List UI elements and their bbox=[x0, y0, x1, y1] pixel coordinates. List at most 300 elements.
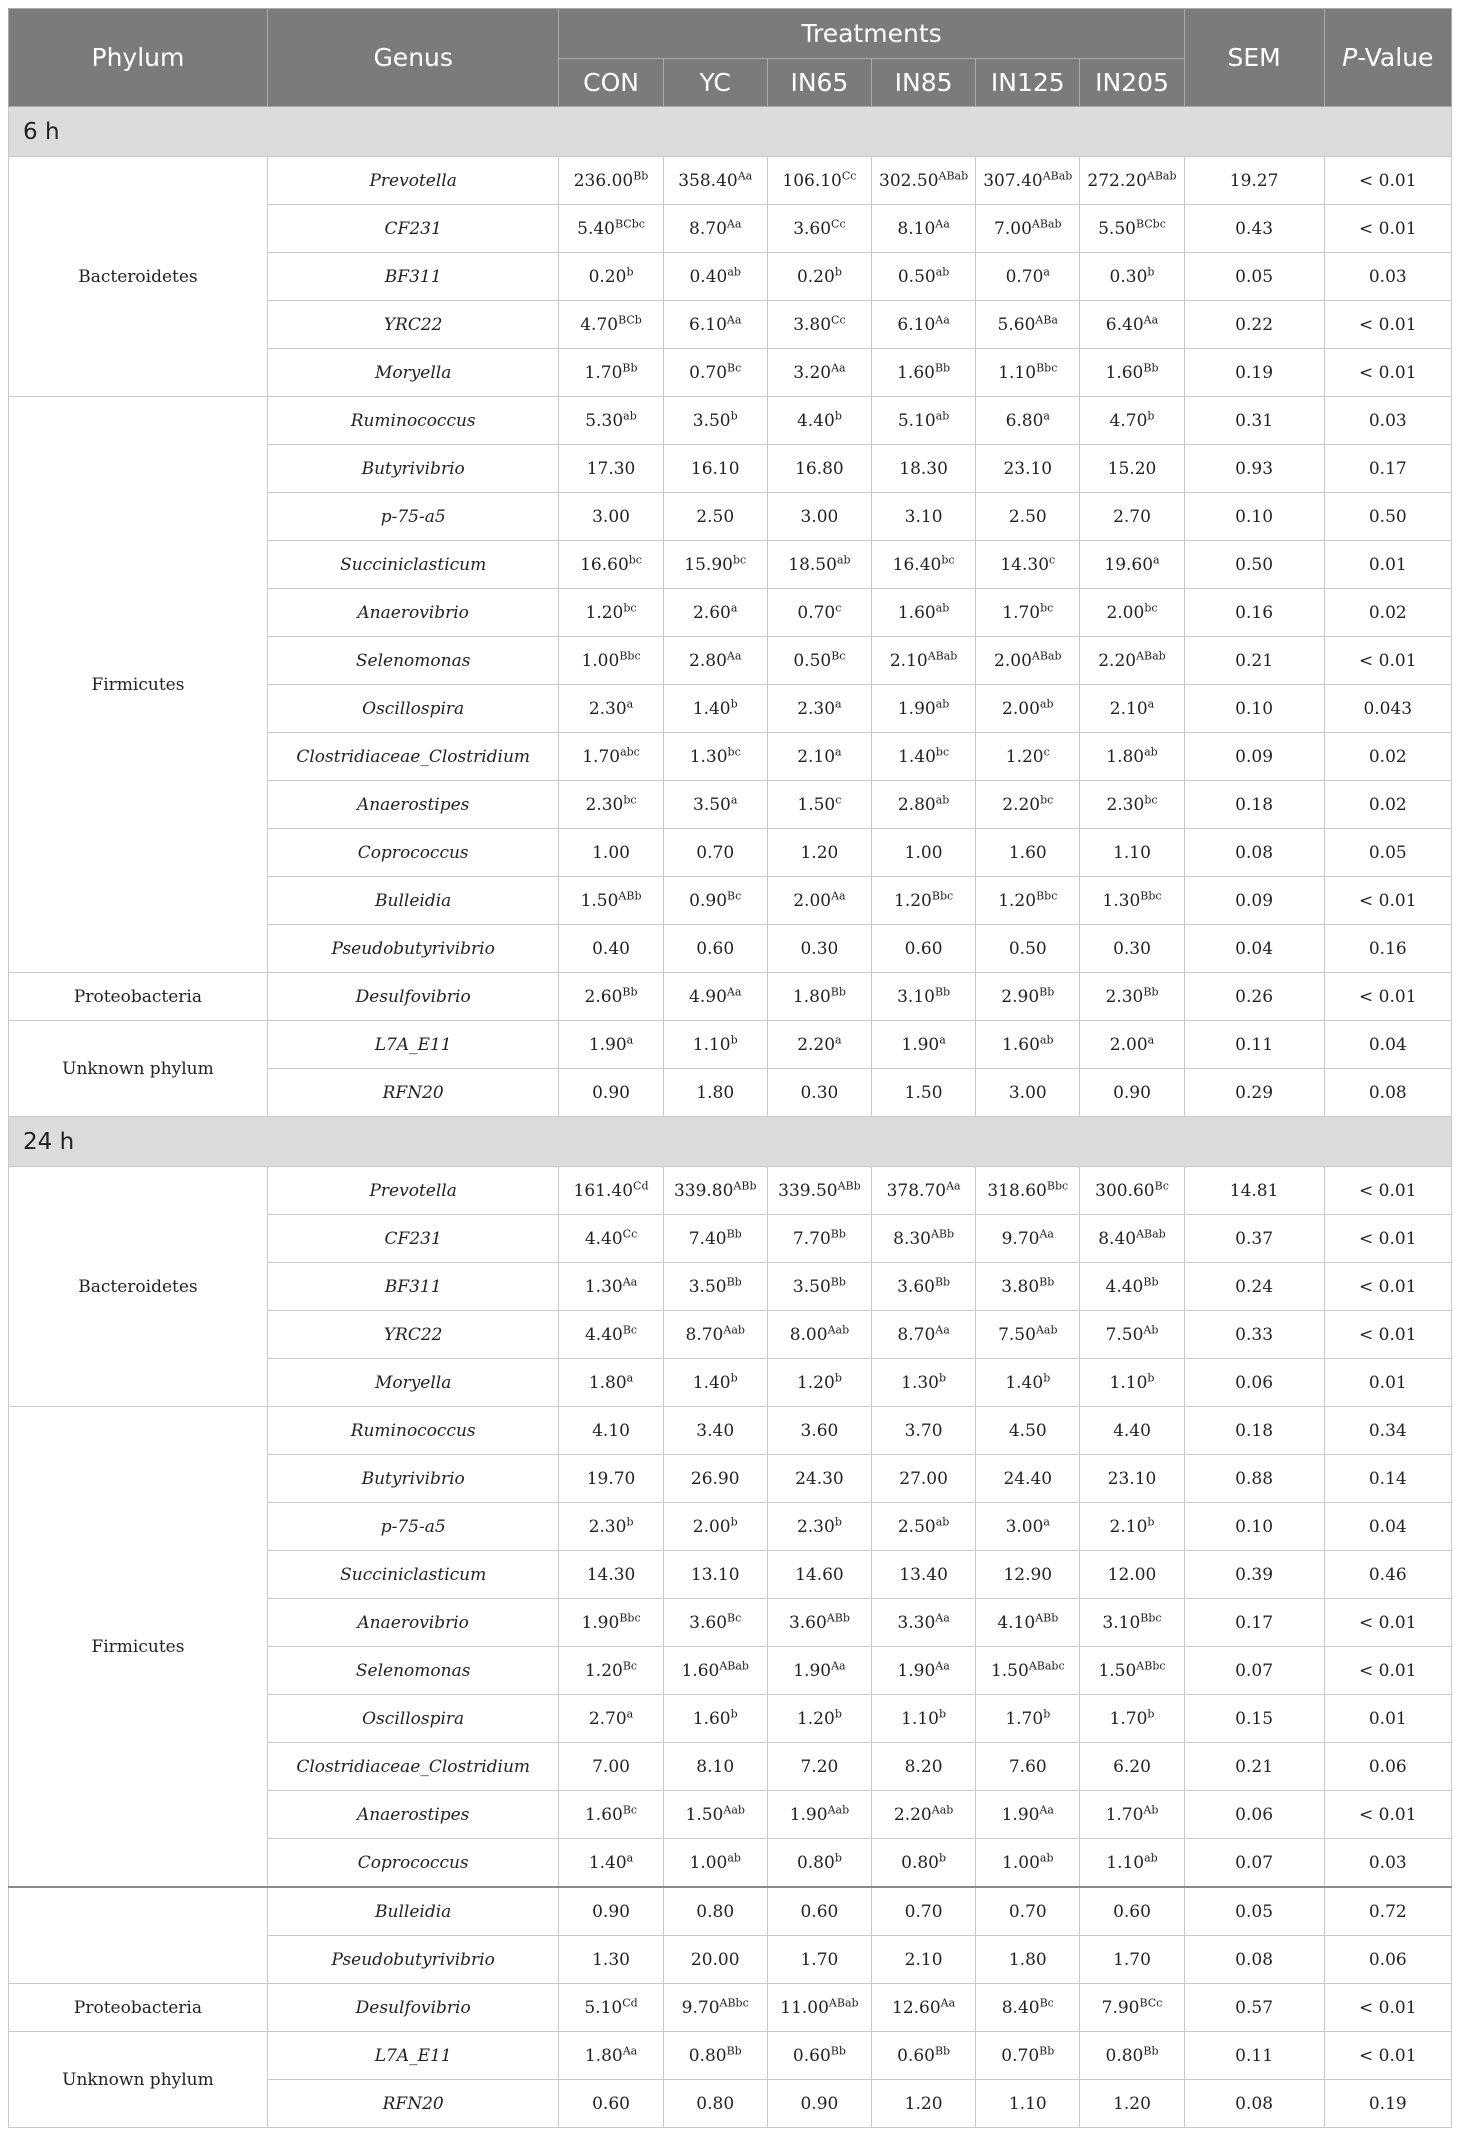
value-number: 3.00 bbox=[592, 506, 630, 527]
value-number: 0.20 bbox=[588, 266, 627, 287]
value-cell bbox=[663, 1503, 767, 1551]
genus-cell: Pseudobutyrivibrio bbox=[267, 1936, 559, 1984]
value-cell bbox=[976, 445, 1080, 493]
significance-letters: ab bbox=[1039, 1032, 1054, 1046]
value-number: 1.90 bbox=[581, 1612, 620, 1633]
value-cell bbox=[559, 1839, 663, 1888]
value-number: 1.30 bbox=[584, 1276, 623, 1297]
significance-letters: Aa bbox=[726, 984, 742, 998]
value-number: 0.60 bbox=[1113, 1901, 1151, 1922]
value-number: 1.70 bbox=[582, 746, 621, 767]
value-number: 1.10 bbox=[1008, 2093, 1047, 2114]
p-value-cell: 0.17 bbox=[1324, 445, 1451, 493]
value-number: 0.80 bbox=[796, 1852, 835, 1873]
value-cell bbox=[1080, 973, 1184, 1021]
value-cell bbox=[559, 253, 663, 301]
significance-letters: Bbc bbox=[1140, 888, 1162, 902]
sem-cell: 0.17 bbox=[1184, 1599, 1324, 1647]
value-cell bbox=[663, 445, 767, 493]
table-header bbox=[9, 9, 1452, 107]
significance-letters: ABa bbox=[1035, 312, 1058, 326]
significance-letters: a bbox=[835, 744, 842, 758]
value-cell bbox=[1080, 925, 1184, 973]
table-row bbox=[9, 1167, 1452, 1215]
value-cell bbox=[872, 973, 976, 1021]
significance-letters: BCbc bbox=[1135, 216, 1166, 230]
significance-letters: a bbox=[1043, 264, 1050, 278]
value-number: 3.60 bbox=[800, 1420, 839, 1441]
value-cell bbox=[559, 157, 663, 205]
value-cell bbox=[559, 733, 663, 781]
value-number: 6.10 bbox=[689, 314, 727, 335]
value-cell bbox=[1080, 829, 1184, 877]
value-number: 7.50 bbox=[1105, 1324, 1144, 1345]
value-cell bbox=[1080, 1167, 1184, 1215]
significance-letters: bc bbox=[628, 552, 642, 566]
sem-cell: 0.16 bbox=[1184, 589, 1324, 637]
value-cell bbox=[767, 2032, 871, 2080]
significance-letters: ab bbox=[1144, 1850, 1158, 1864]
value-cell bbox=[976, 1743, 1080, 1791]
p-value-cell: < 0.01 bbox=[1324, 1215, 1451, 1263]
significance-letters: c bbox=[1049, 552, 1056, 566]
value-cell bbox=[767, 349, 871, 397]
value-cell bbox=[976, 157, 1080, 205]
value-number: 12.60 bbox=[892, 1997, 941, 2018]
sem-cell: 0.08 bbox=[1184, 2080, 1324, 2128]
sem-cell: 0.09 bbox=[1184, 733, 1324, 781]
significance-letters: Aa bbox=[935, 1322, 950, 1336]
p-value-cell: 0.14 bbox=[1324, 1455, 1451, 1503]
value-cell bbox=[663, 1455, 767, 1503]
value-number: 2.30 bbox=[588, 1516, 627, 1537]
value-number: 2.30 bbox=[1105, 986, 1144, 1007]
value-number: 8.70 bbox=[897, 1324, 936, 1345]
value-cell bbox=[976, 205, 1080, 253]
value-cell bbox=[559, 589, 663, 637]
phylum-cell: Proteobacteria bbox=[9, 973, 268, 1021]
value-cell bbox=[767, 1407, 871, 1455]
value-number: 0.60 bbox=[592, 2093, 630, 2114]
significance-letters: b bbox=[1147, 408, 1155, 422]
value-number: 1.70 bbox=[584, 362, 623, 383]
p-value-cell: 0.03 bbox=[1324, 1839, 1451, 1888]
sem-cell: 0.11 bbox=[1184, 1021, 1324, 1069]
value-number: 1.40 bbox=[692, 1372, 731, 1393]
table-row bbox=[9, 973, 1452, 1021]
sem-cell: 14.81 bbox=[1184, 1167, 1324, 1215]
value-cell bbox=[559, 1936, 663, 1984]
value-cell bbox=[976, 1503, 1080, 1551]
value-number: 236.00 bbox=[573, 170, 634, 191]
value-cell bbox=[1080, 157, 1184, 205]
value-number: 2.00 bbox=[1002, 698, 1040, 719]
value-cell bbox=[976, 1167, 1080, 1215]
value-number: 2.10 bbox=[797, 746, 836, 767]
header-col-in65: IN65 bbox=[767, 59, 871, 107]
header-sem: SEM bbox=[1184, 9, 1324, 107]
sem-cell: 0.21 bbox=[1184, 1743, 1324, 1791]
significance-letters: b bbox=[730, 1370, 738, 1384]
significance-letters: c bbox=[835, 792, 842, 806]
significance-letters: Bbc bbox=[619, 1610, 641, 1624]
value-number: 0.30 bbox=[800, 938, 839, 959]
value-cell bbox=[1080, 2080, 1184, 2128]
significance-letters: Aab bbox=[723, 1322, 745, 1336]
value-cell bbox=[872, 1215, 976, 1263]
value-cell bbox=[559, 1167, 663, 1215]
value-number: 2.50 bbox=[1008, 506, 1047, 527]
sem-cell: 0.09 bbox=[1184, 877, 1324, 925]
genus-cell: BF311 bbox=[267, 253, 559, 301]
value-cell bbox=[663, 1984, 767, 2032]
significance-letters: ABab bbox=[1031, 648, 1062, 662]
value-number: 1.90 bbox=[901, 1034, 940, 1055]
value-number: 0.30 bbox=[800, 1082, 839, 1103]
value-cell bbox=[872, 1743, 976, 1791]
significance-letters: b bbox=[1043, 1370, 1051, 1384]
p-value-cell: < 0.01 bbox=[1324, 637, 1451, 685]
significance-letters: b bbox=[730, 1514, 738, 1528]
value-cell bbox=[1080, 1887, 1184, 1936]
value-number: 3.30 bbox=[897, 1612, 936, 1633]
phylum-cell bbox=[9, 1887, 268, 1984]
value-cell bbox=[767, 1311, 871, 1359]
value-cell bbox=[1080, 1407, 1184, 1455]
value-cell bbox=[663, 205, 767, 253]
value-cell bbox=[976, 2032, 1080, 2080]
significance-letters: b bbox=[730, 408, 738, 422]
significance-letters: bc bbox=[935, 744, 950, 758]
significance-letters: b bbox=[730, 696, 738, 710]
significance-letters: Aab bbox=[827, 1802, 850, 1816]
value-cell bbox=[976, 1311, 1080, 1359]
value-number: 3.40 bbox=[696, 1420, 735, 1441]
significance-letters: Aab bbox=[1035, 1322, 1058, 1336]
significance-letters: a bbox=[835, 1032, 842, 1046]
significance-letters: bc bbox=[1040, 600, 1054, 614]
significance-letters: b bbox=[834, 408, 842, 422]
value-cell bbox=[976, 1407, 1080, 1455]
significance-letters: Bb bbox=[622, 360, 638, 374]
significance-letters: ab bbox=[1039, 1850, 1054, 1864]
significance-letters: Cc bbox=[831, 312, 846, 326]
significance-letters: abc bbox=[620, 744, 640, 758]
value-number: 1.10 bbox=[692, 1034, 731, 1055]
value-number: 5.30 bbox=[585, 410, 624, 431]
value-number: 14.60 bbox=[795, 1564, 844, 1585]
value-number: 302.50 bbox=[879, 170, 939, 191]
value-number: 1.90 bbox=[789, 1804, 828, 1825]
significance-letters: Aa bbox=[935, 1658, 950, 1672]
significance-letters: Bb bbox=[1143, 360, 1159, 374]
value-number: 8.40 bbox=[1098, 1228, 1137, 1249]
value-cell bbox=[976, 1455, 1080, 1503]
value-number: 0.80 bbox=[688, 2045, 727, 2066]
value-number: 8.70 bbox=[685, 1324, 724, 1345]
value-cell bbox=[767, 493, 871, 541]
value-cell bbox=[767, 205, 871, 253]
significance-letters: ABab bbox=[938, 168, 969, 182]
header-col-in85: IN85 bbox=[872, 59, 976, 107]
value-number: 0.70 bbox=[1008, 1901, 1047, 1922]
value-number: 1.20 bbox=[796, 1372, 835, 1393]
genus-cell: Succiniclasticum bbox=[267, 541, 559, 589]
significance-letters: Aa bbox=[935, 216, 950, 230]
sem-cell: 0.15 bbox=[1184, 1695, 1324, 1743]
significance-letters: a bbox=[626, 1850, 634, 1864]
value-cell bbox=[976, 1263, 1080, 1311]
value-number: 0.50 bbox=[1008, 938, 1047, 959]
value-cell bbox=[559, 1407, 663, 1455]
value-number: 0.90 bbox=[800, 2093, 839, 2114]
value-number: 17.30 bbox=[586, 458, 636, 479]
value-cell bbox=[767, 589, 871, 637]
value-cell bbox=[767, 301, 871, 349]
value-number: 8.30 bbox=[893, 1228, 931, 1249]
value-number: 7.60 bbox=[1008, 1756, 1047, 1777]
value-cell bbox=[872, 829, 976, 877]
value-cell bbox=[1080, 1791, 1184, 1839]
value-number: 161.40 bbox=[573, 1180, 634, 1201]
value-number: 2.10 bbox=[889, 650, 928, 671]
value-number: 19.70 bbox=[586, 1468, 636, 1489]
value-cell bbox=[663, 1695, 767, 1743]
genus-cell: YRC22 bbox=[267, 1311, 559, 1359]
significance-letters: Bb bbox=[934, 360, 951, 374]
value-cell bbox=[663, 973, 767, 1021]
value-cell bbox=[663, 1551, 767, 1599]
significance-letters: bc bbox=[1040, 792, 1054, 806]
value-cell bbox=[559, 1984, 663, 2032]
sem-cell: 0.33 bbox=[1184, 1311, 1324, 1359]
value-number: 2.10 bbox=[1109, 1516, 1148, 1537]
value-number: 27.00 bbox=[899, 1468, 948, 1489]
value-number: 4.10 bbox=[592, 1420, 630, 1441]
value-cell bbox=[663, 1839, 767, 1888]
significance-letters: a bbox=[1043, 408, 1050, 422]
value-cell bbox=[767, 1215, 871, 1263]
value-cell bbox=[663, 877, 767, 925]
value-cell bbox=[1080, 1936, 1184, 1984]
value-number: 8.70 bbox=[689, 218, 727, 239]
value-cell bbox=[559, 205, 663, 253]
value-cell bbox=[663, 1069, 767, 1117]
p-value-cell: 0.46 bbox=[1324, 1551, 1451, 1599]
value-cell bbox=[559, 877, 663, 925]
value-number: 318.60 bbox=[987, 1180, 1047, 1201]
value-number: 1.10 bbox=[901, 1708, 939, 1729]
value-cell bbox=[559, 637, 663, 685]
header-p-value bbox=[1324, 9, 1451, 107]
p-value-cell: 0.01 bbox=[1324, 1695, 1451, 1743]
value-number: 19.60 bbox=[1104, 554, 1154, 575]
value-cell bbox=[663, 589, 767, 637]
value-cell bbox=[1080, 541, 1184, 589]
value-cell bbox=[559, 1695, 663, 1743]
value-cell bbox=[663, 1311, 767, 1359]
value-number: 3.10 bbox=[1102, 1612, 1141, 1633]
sem-cell: 0.26 bbox=[1184, 973, 1324, 1021]
header-genus: Genus bbox=[267, 9, 559, 107]
value-cell bbox=[872, 637, 976, 685]
value-cell bbox=[663, 1407, 767, 1455]
value-number: 2.50 bbox=[696, 506, 735, 527]
value-number: 3.50 bbox=[688, 1276, 727, 1297]
value-cell bbox=[976, 589, 1080, 637]
value-cell bbox=[1080, 1021, 1184, 1069]
value-cell bbox=[976, 1936, 1080, 1984]
value-number: 358.40 bbox=[678, 170, 738, 191]
p-value-cell: < 0.01 bbox=[1324, 301, 1451, 349]
value-number: 3.10 bbox=[897, 986, 935, 1007]
value-cell bbox=[559, 1599, 663, 1647]
section-label: 24 h bbox=[9, 1117, 1452, 1167]
sem-cell: 0.08 bbox=[1184, 829, 1324, 877]
genus-cell: Butyrivibrio bbox=[267, 1455, 559, 1503]
value-number: 1.30 bbox=[901, 1372, 939, 1393]
value-cell bbox=[663, 925, 767, 973]
value-number: 23.10 bbox=[1107, 1468, 1157, 1489]
significance-letters: Bbc bbox=[619, 648, 641, 662]
value-cell bbox=[767, 157, 871, 205]
value-cell bbox=[767, 1984, 871, 2032]
value-cell bbox=[1080, 733, 1184, 781]
value-cell bbox=[663, 349, 767, 397]
genus-cell: L7A_E11 bbox=[267, 1021, 559, 1069]
value-number: 1.20 bbox=[585, 602, 624, 623]
significance-letters: Cc bbox=[622, 1226, 638, 1240]
value-cell bbox=[767, 1167, 871, 1215]
significance-letters: Bb bbox=[726, 1274, 742, 1288]
significance-letters: Aa bbox=[1143, 312, 1159, 326]
value-number: 8.20 bbox=[904, 1756, 943, 1777]
value-cell bbox=[559, 1215, 663, 1263]
value-cell bbox=[976, 1021, 1080, 1069]
p-value-cell: < 0.01 bbox=[1324, 1647, 1451, 1695]
significance-letters: ab bbox=[836, 552, 851, 566]
value-cell bbox=[1080, 493, 1184, 541]
significance-letters: Aa bbox=[831, 360, 846, 374]
value-cell bbox=[976, 541, 1080, 589]
p-value-cell: < 0.01 bbox=[1324, 1599, 1451, 1647]
significance-letters: ab bbox=[935, 600, 950, 614]
significance-letters: b bbox=[834, 1514, 842, 1528]
value-cell bbox=[1080, 1069, 1184, 1117]
sem-cell: 0.93 bbox=[1184, 445, 1324, 493]
value-cell bbox=[1080, 349, 1184, 397]
value-number: 2.00 bbox=[994, 650, 1032, 671]
value-number: 0.40 bbox=[689, 266, 728, 287]
value-number: 1.60 bbox=[897, 602, 936, 623]
value-cell bbox=[872, 1936, 976, 1984]
value-number: 8.10 bbox=[897, 218, 936, 239]
sem-cell: 0.04 bbox=[1184, 925, 1324, 973]
significance-letters: Aa bbox=[935, 312, 950, 326]
genus-cell: CF231 bbox=[267, 1215, 559, 1263]
value-number: 1.90 bbox=[897, 698, 936, 719]
value-number: 0.40 bbox=[592, 938, 630, 959]
value-cell bbox=[872, 1311, 976, 1359]
value-number: 6.80 bbox=[1005, 410, 1044, 431]
sem-cell: 0.08 bbox=[1184, 1936, 1324, 1984]
significance-letters: Cc bbox=[831, 216, 846, 230]
section-label: 6 h bbox=[9, 107, 1452, 157]
header-value-suffix: -Value bbox=[1357, 43, 1434, 72]
significance-letters: Bc bbox=[622, 1802, 638, 1816]
value-cell bbox=[976, 829, 1080, 877]
significance-letters: a bbox=[626, 1032, 634, 1046]
value-cell bbox=[663, 1599, 767, 1647]
value-cell bbox=[559, 829, 663, 877]
value-number: 0.70 bbox=[696, 842, 735, 863]
genus-cell: Prevotella bbox=[267, 157, 559, 205]
p-value-cell: < 0.01 bbox=[1324, 1263, 1451, 1311]
value-number: 1.00 bbox=[904, 842, 943, 863]
value-number: 1.80 bbox=[588, 1372, 627, 1393]
significance-letters: Bb bbox=[934, 2043, 951, 2057]
sem-cell: 0.05 bbox=[1184, 253, 1324, 301]
value-number: 2.90 bbox=[1001, 986, 1040, 1007]
significance-letters: Aa bbox=[935, 1610, 950, 1624]
p-value-cell: 0.08 bbox=[1324, 1069, 1451, 1117]
value-number: 2.00 bbox=[1106, 602, 1145, 623]
value-cell bbox=[1080, 685, 1184, 733]
value-number: 3.60 bbox=[689, 1612, 728, 1633]
value-cell bbox=[559, 1791, 663, 1839]
significance-letters: ABbc bbox=[1136, 1658, 1166, 1672]
table-row bbox=[9, 2032, 1452, 2080]
value-cell bbox=[559, 1263, 663, 1311]
significance-letters: Aab bbox=[827, 1322, 850, 1336]
value-number: 1.10 bbox=[1113, 842, 1151, 863]
significance-letters: b bbox=[834, 1706, 842, 1720]
value-cell bbox=[976, 973, 1080, 1021]
significance-letters: Bb bbox=[726, 1226, 742, 1240]
value-cell bbox=[872, 157, 976, 205]
phylum-cell: Bacteroidetes bbox=[9, 157, 268, 397]
p-value-cell: < 0.01 bbox=[1324, 157, 1451, 205]
value-number: 4.40 bbox=[584, 1228, 623, 1249]
value-cell bbox=[872, 253, 976, 301]
value-cell bbox=[559, 973, 663, 1021]
value-number: 1.20 bbox=[796, 1708, 835, 1729]
sem-cell: 0.39 bbox=[1184, 1551, 1324, 1599]
table-row bbox=[9, 1984, 1452, 2032]
significance-letters: ABab bbox=[1136, 1226, 1166, 1240]
genus-cell: Butyrivibrio bbox=[267, 445, 559, 493]
value-cell bbox=[1080, 1503, 1184, 1551]
value-number: 16.80 bbox=[795, 458, 844, 479]
genus-cell: RFN20 bbox=[267, 2080, 559, 2128]
significance-letters: Aa bbox=[726, 312, 742, 326]
significance-letters: BCbc bbox=[615, 216, 645, 230]
value-cell bbox=[767, 1455, 871, 1503]
phylum-cell: Firmicutes bbox=[9, 397, 268, 973]
value-number: 1.20 bbox=[800, 842, 839, 863]
value-number: 6.40 bbox=[1105, 314, 1144, 335]
value-number: 2.00 bbox=[692, 1516, 731, 1537]
value-number: 0.70 bbox=[797, 602, 836, 623]
value-number: 5.40 bbox=[577, 218, 615, 239]
significance-letters: Bb bbox=[830, 1226, 846, 1240]
value-number: 378.70 bbox=[886, 1180, 947, 1201]
value-number: 18.50 bbox=[788, 554, 837, 575]
value-number: 16.10 bbox=[690, 458, 740, 479]
value-cell bbox=[976, 1551, 1080, 1599]
value-number: 1.30 bbox=[689, 746, 728, 767]
value-number: 18.30 bbox=[899, 458, 948, 479]
